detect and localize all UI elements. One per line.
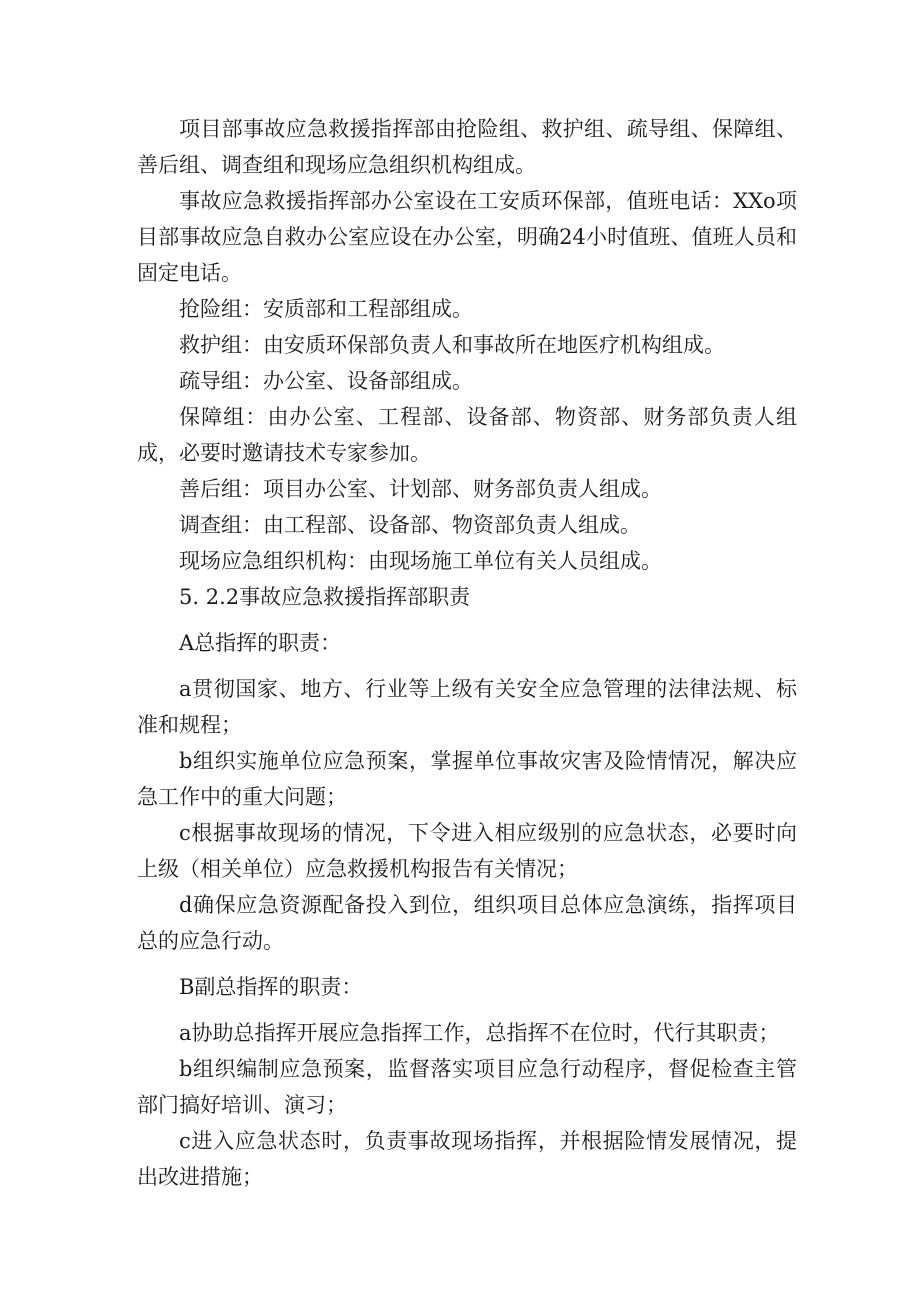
paragraph-office: 事故应急救援指挥部办公室设在工安质环保部，值班电话：XXo项目部事故应急自救办公室应设在办公室，明确24小时值班、值班人员和固定电话。 [137,189,797,285]
paragraph-commander-b: b组织实施单位应急预案，掌握单位事故灾害及险情情况，解决应急工作中的重大问题； [137,749,797,809]
paragraph-commander-a: a贯彻国家、地方、行业等上级有关安全应急管理的法律法规、标准和规程； [137,677,797,737]
paragraph-aftermath-team: 善后组：项目办公室、计划部、财务部负责人组成。 [179,477,662,501]
paragraph-support-team: 保障组：由办公室、工程部、设备部、物资部、财务部负责人组成，必要时邀请技术专家参加。 [137,405,797,465]
paragraph-composition: 项目部事故应急救援指挥部由抢险组、救护组、疏导组、保障组、善后组、调查组和现场应急组织机构组成。 [137,117,797,177]
section-heading: 5. 2.2事故应急救援指挥部职责 [179,585,471,609]
paragraph-aid-team: 救护组：由安质环保部负责人和事故所在地医疗机构组成。 [179,333,725,357]
paragraph-site-organization: 现场应急组织机构：由现场施工单位有关人员组成。 [179,549,662,573]
document-body [137,111,797,1195]
paragraph-evacuation-team: 疏导组：办公室、设备部组成。 [179,369,473,393]
paragraph-deputy-a: a协助总指挥开展应急指挥工作，总指挥不在位时，代行其职责； [179,1021,780,1045]
subheading-deputy-commander: B副总指挥的职责： [179,975,363,999]
paragraph-deputy-c: c进入应急状态时，负责事故现场指挥，并根据险情发展情况，提出改进措施； [137,1129,797,1189]
paragraph-commander-d: d确保应急资源配备投入到位，组织项目总体应急演练，指挥项目总的应急行动。 [137,893,797,953]
paragraph-rescue-team: 抢险组：安质部和工程部组成。 [179,297,473,321]
paragraph-deputy-b: b组织编制应急预案，监督落实项目应急行动程序，督促检查主管部门搞好培训、演习； [137,1057,797,1117]
subheading-commander: A总指挥的职责： [179,631,342,655]
paragraph-investigation-team: 调查组：由工程部、设备部、物资部负责人组成。 [179,513,641,537]
paragraph-commander-c: c根据事故现场的情况，下令进入相应级别的应急状态，必要时向上级（相关单位）应急救援机构报告有关情况； [137,821,797,881]
